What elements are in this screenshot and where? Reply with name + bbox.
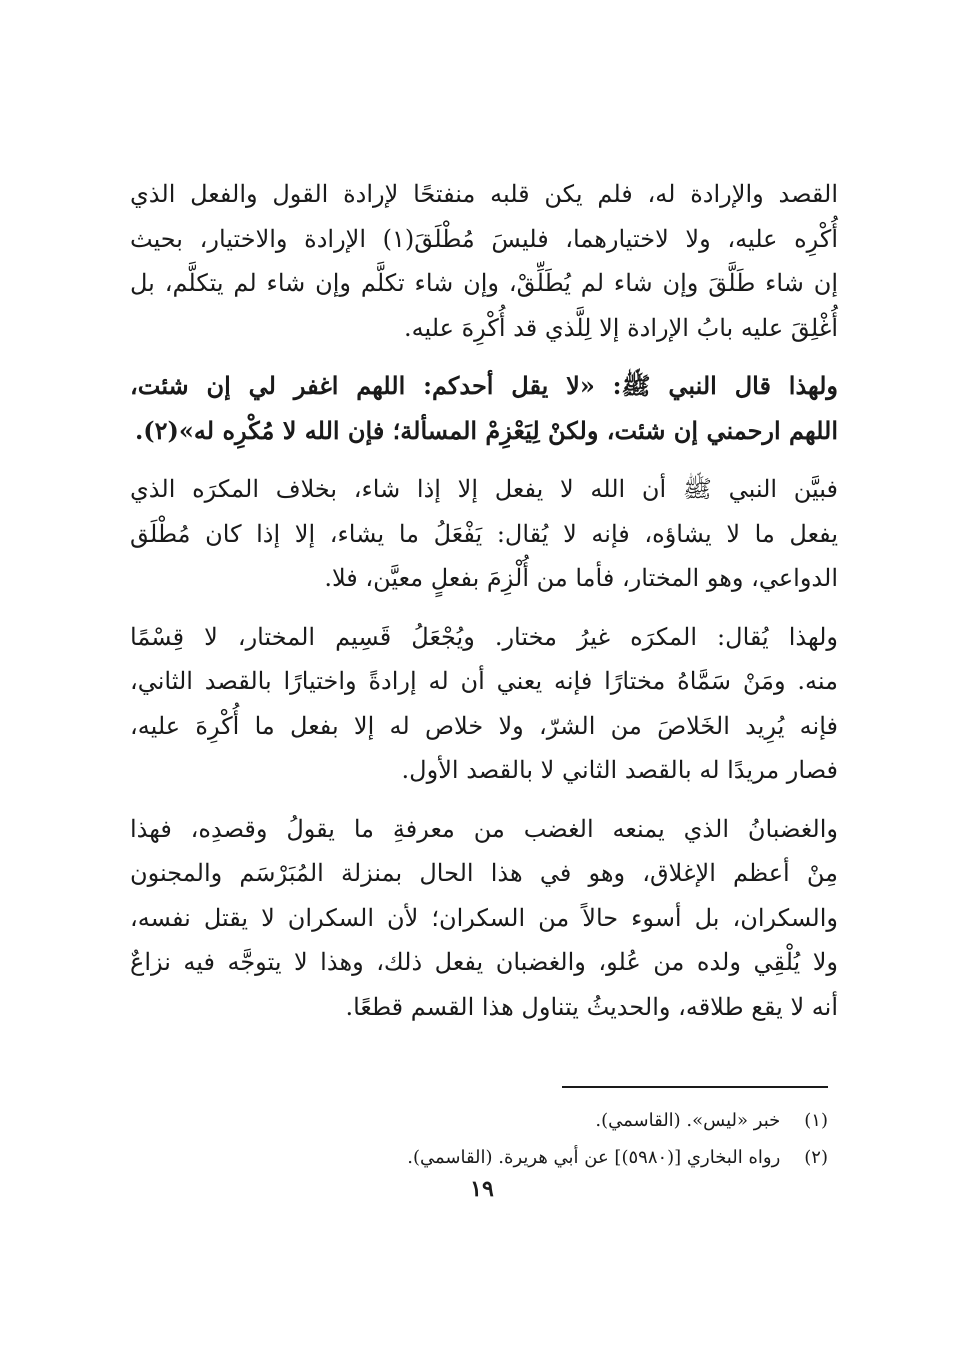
footnote-2: [268, 1139, 828, 1176]
footnote-separator: [562, 1086, 828, 1088]
text-line: ولهذا يُقال: المكرَه غيرُ مختار. ويُجْعَلُ قَسِيم المختار، لا قِسْمًا: [130, 622, 838, 651]
text-line: أُكْرِه عليه، ولا لاختيارهما، فليسَ مُطْلَقَ(١) الإرادة والاختيار، بحيث: [130, 224, 838, 253]
text-line: منه. ومَنْ سَمَّاهُ مختارًا فإنه يعني أن له إرادةً واختيارًا بالقصد الثاني،: [130, 667, 838, 695]
footnote-text: خبر «ليس». (القاسمي).: [595, 1110, 781, 1131]
text-line: يفعل ما لا يشاؤه، فإنه لا يُقال: يَفْعَلُ ما يشاء، إلا إذا كان مُطْلَق: [130, 519, 838, 548]
text-line: أنه لا يقع طلاقه، والحديثُ يتناول هذا القسم قطعًا.: [345, 992, 838, 1021]
text-line: ولهذا قال النبي ﷺ: «لا يقل أحدكم: اللهم اغفر لي إن شئت،: [130, 371, 839, 400]
text-line: فبيَّن النبي ﷺ أن الله لا يفعل إلا إذا شاء، بخلاف المكرَه الذي: [130, 475, 838, 503]
page-number: ١٩: [470, 1176, 494, 1202]
text-line: والسكران، بل أسوء حالاً من السكران؛ لأن السكران لا يقتل نفسه،: [130, 903, 838, 932]
main-text: [130, 172, 838, 1029]
text-line: إن شاء طَلَّقَ وإن شاء لم يُطَلِّقْ، وإن شاء تكلَّم وإن شاء لم يتكلَّم، بل: [130, 269, 838, 297]
text-line: اللهم ارحمني إن شئت، ولكنْ لِيَعْزِمْ المسألة؛ فإن الله لا مُكْرِه له»(٢).: [134, 415, 838, 445]
footnotes: [268, 1102, 828, 1176]
footnote-1: [268, 1102, 828, 1139]
footnote-number: (١): [804, 1110, 828, 1131]
text-line: ولا يُلْقِي ولده من عُلو، والغضبان يفعل ذلك، وهذا لا يتوجَّه فيه نزاعٌ: [130, 948, 838, 976]
text-line: فصار مريدًا له بالقصد الثاني لا بالقصد الأول.: [401, 756, 838, 784]
text-line: القصد والإرادة له، فلم يكن قلبه منفتحًا لإرادة القول والفعل الذي: [130, 180, 838, 208]
footnote-number: (٢): [804, 1147, 828, 1168]
paragraph-4: [130, 615, 838, 793]
text-line: مِنْ أعظم الإغلاق، وهو في هذا الحال بمنزلة المُبَرْسَم والمجنون: [130, 859, 838, 887]
text-line: فإنه يُرِيد الخَلاصَ من الشرّ، ولا خلاص له إلا بفعل ما أُكْرِهَ عليه،: [130, 711, 838, 740]
text-line: والغضبانُ الذي يمنعه الغضب من معرفةِ ما يقولُ وقصدِه، فهذا: [130, 814, 838, 843]
footnote-text: رواه البخاري [(٥٩٨٠)] عن أبي هريرة. (القاسمي).: [407, 1147, 781, 1168]
paragraph-3: [130, 467, 838, 601]
paragraph-1: [130, 172, 838, 350]
text-line: أُغْلِقَ عليه بابُ الإرادة إلا لِلَّذي قد أُكْرِهَ عليه.: [403, 313, 838, 342]
paragraph-5: [130, 807, 838, 1030]
paragraph-2-hadith: [130, 364, 838, 453]
text-line: الدواعي، وهو المختار، فأما من أُلْزِمَ بفعلٍ معيَّن، فلا.: [324, 564, 838, 592]
